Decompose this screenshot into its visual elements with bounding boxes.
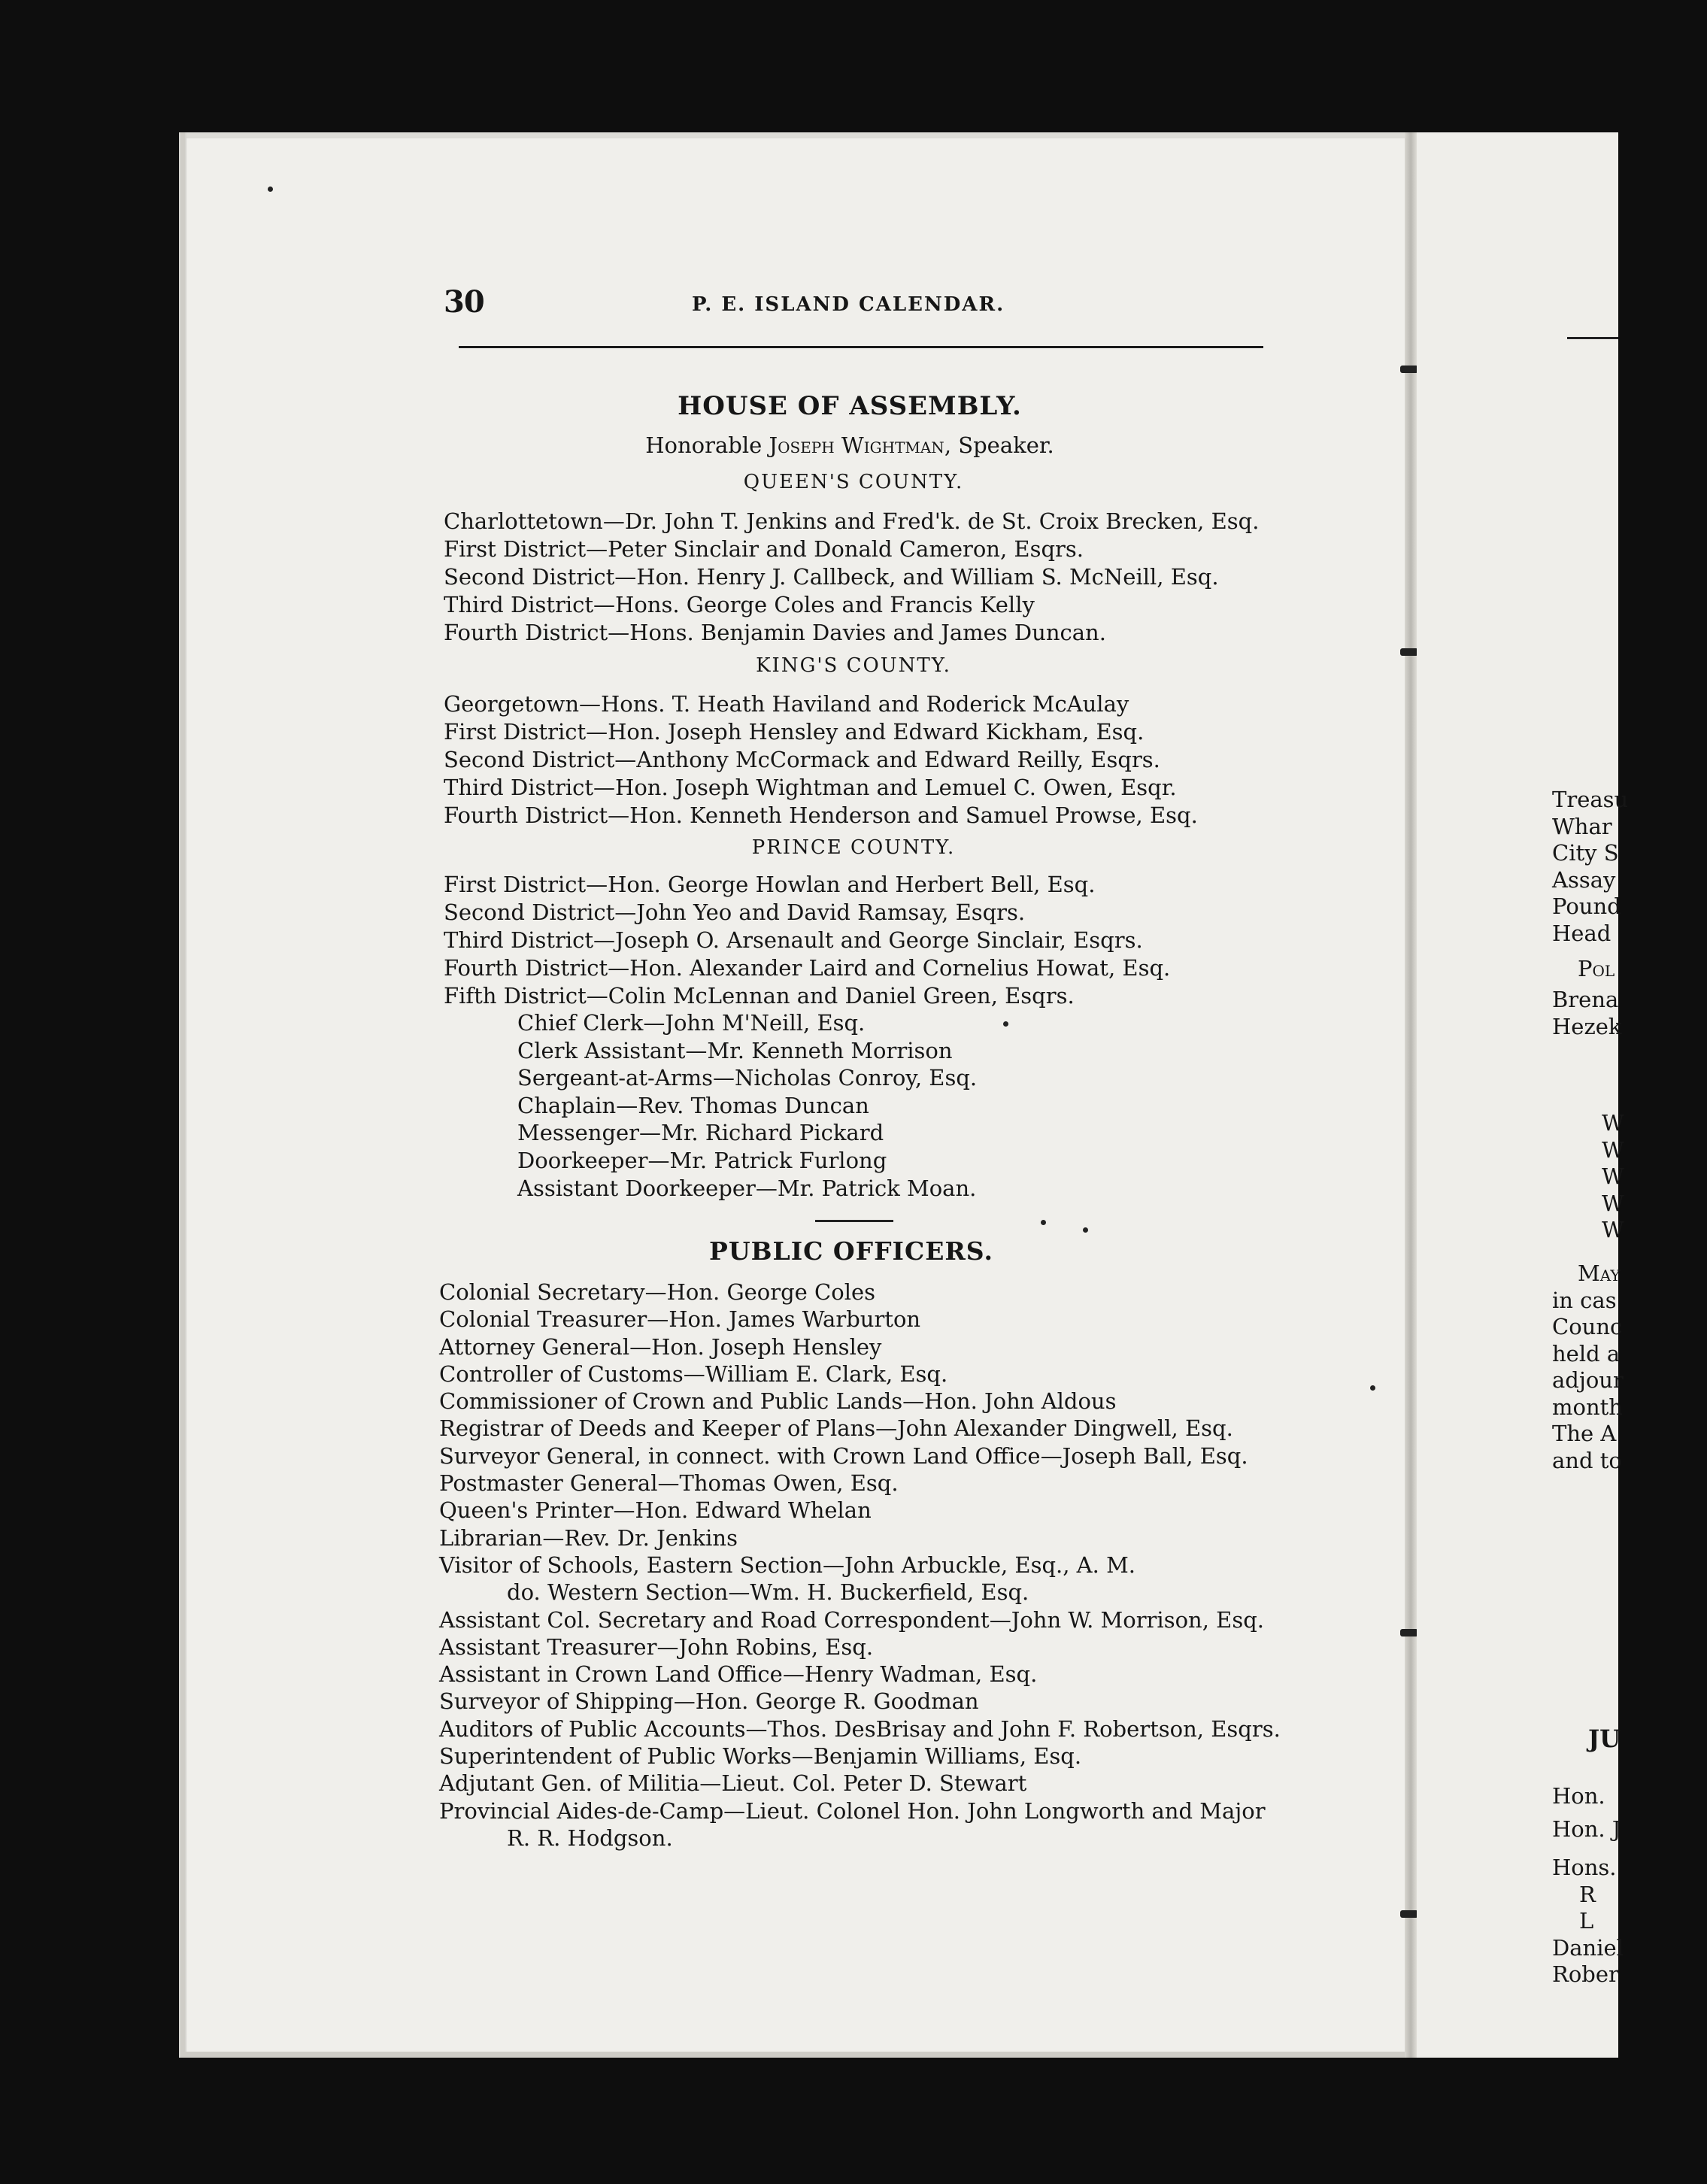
paper-speck [1041, 1220, 1046, 1225]
member-entry: Charlottetown—Dr. John T. Jenkins and Fred'k. de St. Croix Brecken, Esq. [444, 508, 1260, 534]
member-entry: First District—Hon. George Howlan and Herbert Bell, Esq. [444, 872, 1096, 897]
fragment-line: Treasu [1552, 787, 1629, 812]
fragment-line: W [1602, 1110, 1624, 1136]
fragment-line: L [1579, 1908, 1594, 1934]
public-officer-entry: Assistant Col. Secretary and Road Correspondent—John W. Morrison, Esq. [439, 1606, 1264, 1633]
fragment-line: Hon. J [1552, 1816, 1621, 1842]
page-number: 30 [444, 284, 484, 320]
binding-stitch [1400, 366, 1418, 373]
fragment-heading: JU [1588, 1724, 1621, 1753]
public-officer-entry: Colonial Secretary—Hon. George Coles [439, 1279, 876, 1305]
fragment-line: in cas [1552, 1287, 1617, 1313]
officer-entry: Messenger—Mr. Richard Pickard [517, 1120, 884, 1146]
fragment-line: W [1602, 1163, 1624, 1189]
member-entry: Second District—John Yeo and David Ramsay, Esqrs. [444, 899, 1026, 925]
public-officer-entry: Colonial Treasurer—Hon. James Warburton [439, 1306, 921, 1333]
public-officers-title: PUBLIC OFFICERS. [709, 1236, 993, 1266]
speaker-name: Joseph Wightman [769, 432, 944, 458]
fragment-line: Daniel [1552, 1934, 1624, 1961]
public-officer-entry: Assistant Treasurer—John Robins, Esq. [439, 1633, 874, 1660]
fragment-line: Assay [1552, 866, 1616, 893]
fragment-line: Hezek [1552, 1013, 1622, 1039]
officer-entry: Doorkeeper—Mr. Patrick Furlong [517, 1147, 887, 1173]
fragment-line: R [1579, 1881, 1596, 1907]
facing-list-e [1552, 1779, 1621, 1846]
county-heading: PRINCE COUNTY. [751, 836, 956, 859]
facing-list-a [1552, 787, 1628, 947]
fragment-line: May [1578, 1260, 1621, 1286]
public-officer-entry: Visitor of Schools, Eastern Section—John Arbuckle, Esq., A. M. [439, 1552, 1135, 1578]
facing-header-rule [1567, 337, 1618, 339]
member-entry: Third District—Hon. Joseph Wightman and Lemuel C. Owen, Esqr. [444, 775, 1177, 800]
member-entry: Second District—Hon. Henry J. Callbeck, and William S. McNeill, Esq. [444, 564, 1219, 590]
fragment-line: Whar [1552, 813, 1612, 839]
fragment-line: Rober [1552, 1961, 1619, 1987]
public-officer-entry: Auditors of Public Accounts—Thos. DesBrisay and John F. Robertson, Esqrs. [439, 1715, 1281, 1742]
fragment-line: W [1602, 1217, 1624, 1242]
fragment-line: Hon. [1552, 1783, 1605, 1809]
paper-speck [1083, 1227, 1088, 1233]
house-of-assembly-title: HOUSE OF ASSEMBLY. [678, 391, 1022, 421]
officer-entry: Chaplain—Rev. Thomas Duncan [517, 1092, 869, 1118]
public-officer-entry: Adjutant Gen. of Militia—Lieut. Col. Peter D. Stewart [439, 1770, 1027, 1797]
county-heading: KING'S COUNTY. [756, 654, 951, 677]
member-entry: Fourth District—Hons. Benjamin Davies and James Duncan. [444, 620, 1106, 645]
speaker-suffix: , Speaker. [944, 432, 1054, 458]
header-rule [459, 346, 1263, 348]
book-gutter [1405, 132, 1417, 2058]
public-officer-entry: do. Western Section—Wm. H. Buckerfield, Esq. [507, 1579, 1029, 1606]
county-member-list [444, 508, 1259, 647]
public-officers-list [439, 1279, 1281, 1852]
section-divider [815, 1220, 893, 1222]
facing-list-f [1552, 1855, 1624, 1988]
public-officer-entry: Provincial Aides-de-Camp—Lieut. Colonel Hon. John Longworth and Major [439, 1797, 1266, 1824]
member-entry: Fourth District—Hon. Kenneth Henderson and Samuel Prowse, Esq. [444, 802, 1198, 828]
running-head [444, 284, 1263, 329]
public-officer-entry: Registrar of Deeds and Keeper of Plans—John Alexander Dingwell, Esq. [439, 1415, 1233, 1442]
member-entry: First District—Peter Sinclair and Donald Cameron, Esqrs. [444, 536, 1084, 562]
binding-stitch [1400, 1629, 1418, 1636]
fragment-line: W [1602, 1136, 1624, 1163]
member-entry: Third District—Joseph O. Arsenault and George Sinclair, Esqrs. [444, 927, 1143, 953]
fragment-line: City S [1552, 840, 1619, 866]
public-officer-entry: Surveyor General, in connect. with Crown Land Office—Joseph Ball, Esq. [439, 1442, 1248, 1469]
officer-entry: Clerk Assistant—Mr. Kenneth Morrison [517, 1037, 953, 1063]
page-edge-bottom [180, 2052, 1405, 2058]
facing-list-d [1552, 1260, 1624, 1474]
paper-speck [1370, 1385, 1375, 1391]
public-officer-entry: Superintendent of Public Works—Benjamin Williams, Esq. [439, 1743, 1082, 1770]
facing-list-b [1552, 987, 1621, 1040]
fragment-line: W [1602, 1190, 1624, 1216]
public-officer-entry: Controller of Customs—William E. Clark, Esq. [439, 1360, 948, 1387]
facing-list-c [1602, 1110, 1624, 1244]
county-member-list [444, 690, 1198, 830]
member-entry: Fourth District—Hon. Alexander Laird and Cornelius Howat, Esq. [444, 955, 1171, 981]
fragment-line: Pound [1552, 893, 1621, 919]
assembly-officers-list [517, 1009, 977, 1202]
member-entry: Third District—Hons. George Coles and Francis Kelly [444, 592, 1035, 617]
speaker-prefix: Honorable [645, 432, 769, 458]
member-entry: Fifth District—Colin McLennan and Daniel Green, Esqrs. [444, 983, 1075, 1009]
public-officer-entry: Attorney General—Hon. Joseph Hensley [439, 1333, 882, 1360]
fragment-line: adjour [1552, 1367, 1624, 1393]
fragment-line: Counc [1552, 1314, 1623, 1339]
county-member-list [444, 871, 1170, 1010]
fragment-line: Brena [1552, 987, 1619, 1012]
binding-stitch [1400, 1910, 1418, 1918]
officer-entry: Assistant Doorkeeper—Mr. Patrick Moan. [517, 1175, 977, 1201]
fragment-line: held a [1552, 1340, 1621, 1367]
fragment-line: Hons. [1552, 1855, 1617, 1880]
public-officer-entry: Librarian—Rev. Dr. Jenkins [439, 1524, 738, 1551]
officer-entry: Sergeant-at-Arms—Nicholas Conroy, Esq. [517, 1065, 978, 1091]
member-entry: First District—Hon. Joseph Hensley and Edward Kickham, Esq. [444, 719, 1145, 745]
page-edge-left [180, 132, 185, 2058]
paper-speck [1003, 1021, 1008, 1027]
public-officer-entry: Postmaster General—Thomas Owen, Esq. [439, 1470, 899, 1497]
public-officer-entry: Assistant in Crown Land Office—Henry Wadman, Esq. [439, 1661, 1038, 1688]
fragment-heading: Pol [1578, 956, 1615, 981]
member-entry: Second District—Anthony McCormack and Edward Reilly, Esqrs. [444, 747, 1160, 772]
member-entry: Georgetown—Hons. T. Heath Haviland and Roderick McAulay [444, 691, 1129, 717]
public-officer-entry: Commissioner of Crown and Public Lands—Hon. John Aldous [439, 1388, 1117, 1415]
public-officer-entry: R. R. Hodgson. [507, 1825, 673, 1851]
fragment-line: Head [1552, 920, 1611, 946]
running-title: P. E. ISLAND CALENDAR. [692, 293, 1005, 316]
facing-page-fragment [1417, 132, 1629, 2058]
fragment-line: month [1552, 1394, 1623, 1420]
paper-speck [268, 187, 273, 192]
fragment-line: and to [1552, 1447, 1622, 1473]
county-heading: QUEEN'S COUNTY. [743, 471, 964, 493]
public-officer-entry: Queen's Printer—Hon. Edward Whelan [439, 1497, 872, 1524]
fragment-line: The A [1552, 1421, 1617, 1446]
officer-entry: Chief Clerk—John M'Neill, Esq. [517, 1010, 866, 1036]
public-officer-entry: Surveyor of Shipping—Hon. George R. Goodman [439, 1688, 979, 1715]
